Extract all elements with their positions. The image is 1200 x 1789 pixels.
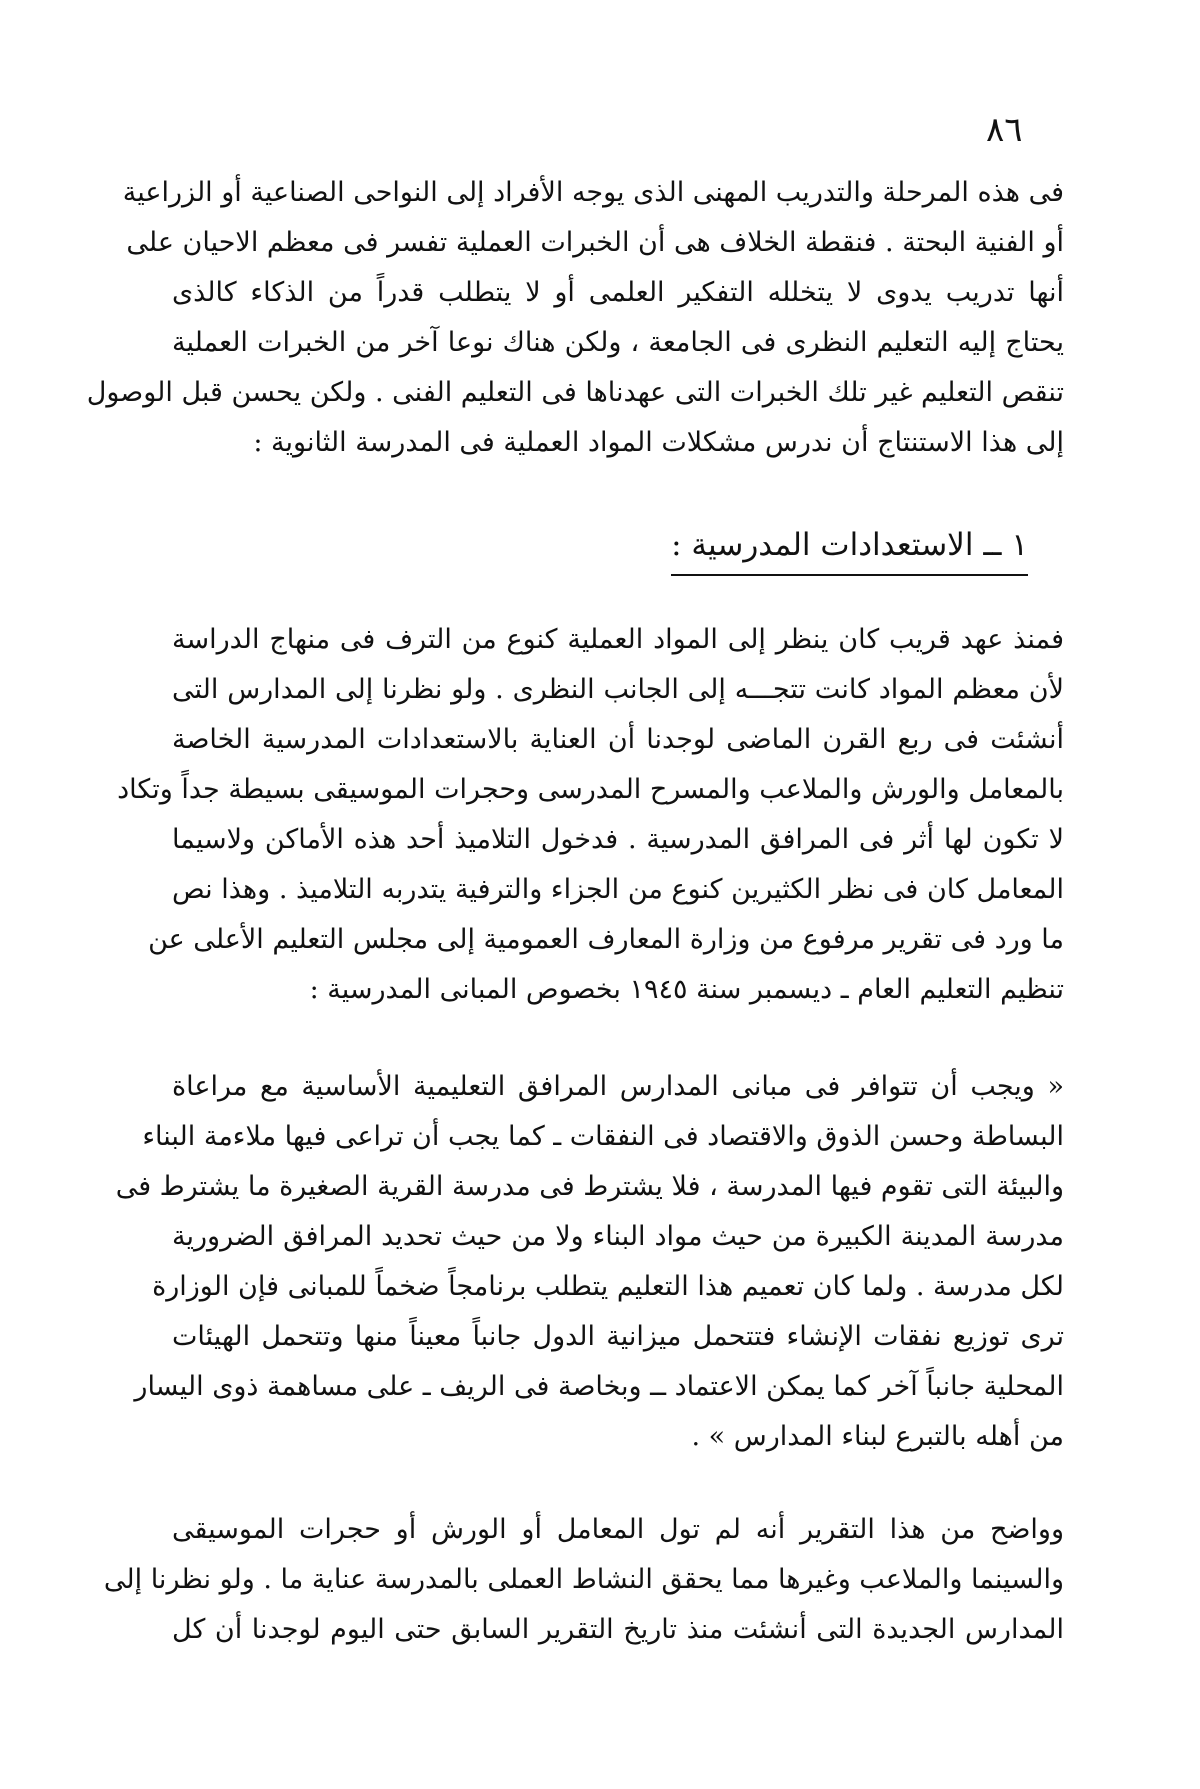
paragraph-conclusion	[103, 1505, 1064, 1655]
text-line: تنظيم التعليم العام ـ ديسمبر سنة ١٩٤٥ بخصوص المبانى المدرسية :	[309, 974, 1064, 1005]
text-line: أنشئت فى ربع القرن الماضى لوجدنا أن العناية بالاستعدادات المدرسية الخاصة	[172, 724, 1064, 755]
text-line: أنها تدريب يدوى لا يتخلله التفكير العلمى أو لا يتطلب قدراً من الذكاء كالذى	[172, 277, 1064, 308]
quote-line: من أهله بالتبرع لبناء المدارس » .	[691, 1421, 1064, 1452]
quote-line: لكل مدرسة . ولما كان تعميم هذا التعليم يتطلب برنامجاً ضخماً للمبانى فإن الوزارة	[152, 1271, 1064, 1302]
quote-line: مدرسة المدينة الكبيرة من حيث مواد البناء ولا من حيث تحديد المرافق الضرورية	[172, 1221, 1064, 1252]
text-line: لا تكون لها أثر فى المرافق المدرسية . فدخول التلاميذ أحد هذه الأماكن ولاسيما	[172, 824, 1064, 855]
quote-line: البساطة وحسن الذوق والاقتصاد فى النفقات ـ كما يجب أن تراعى فيها ملاءمة البناء	[142, 1121, 1064, 1152]
text-line: المدارس الجديدة التى أنشئت منذ تاريخ التقرير السابق حتى اليوم لوجدنا أن كل	[172, 1614, 1064, 1645]
quote-line: « ويجب أن تتوافر فى مبانى المدارس المرافق التعليمية الأساسية مع مراعاة	[172, 1071, 1064, 1102]
text-line: ما ورد فى تقرير مرفوع من وزارة المعارف العمومية إلى مجلس التعليم الأعلى عن	[148, 924, 1064, 955]
text-line: وواضح من هذا التقرير أنه لم تول المعامل أو الورش أو حجرات الموسيقى	[172, 1514, 1064, 1545]
block-quote	[115, 1062, 1064, 1462]
quote-line: المحلية جانباً آخر كما يمكن الاعتماد ــ وبخاصة فى الريف ـ على مساهمة ذوى اليسار	[134, 1371, 1064, 1402]
text-line: فى هذه المرحلة والتدريب المهنى الذى يوجه الأفراد إلى النواحى الصناعية أو الزراعية	[122, 177, 1064, 208]
paragraph-intro	[86, 168, 1064, 468]
text-line: إلى هذا الاستنتاج أن ندرس مشكلات المواد العملية فى المدرسة الثانوية :	[253, 427, 1064, 458]
text-line: تنقص التعليم غير تلك الخبرات التى عهدناها فى التعليم الفنى . ولكن يحسن قبل الوصول	[86, 377, 1064, 408]
section-heading-wrapper	[671, 522, 1028, 576]
text-line: والسينما والملاعب وغيرها مما يحقق النشاط العملى بالمدرسة عناية ما . ولو نظرنا إلى	[103, 1564, 1064, 1595]
quote-line: والبيئة التى تقوم فيها المدرسة ، فلا يشترط فى مدرسة القرية الصغيرة ما يشترط فى	[115, 1171, 1064, 1202]
quote-line: ترى توزيع نفقات الإنشاء فتتحمل ميزانية الدول جانباً معيناً منها وتتحمل الهيئات	[172, 1321, 1064, 1352]
text-line: يحتاج إليه التعليم النظرى فى الجامعة ، ولكن هناك نوعا آخر من الخبرات العملية	[172, 327, 1064, 358]
text-line: فمنذ عهد قريب كان ينظر إلى المواد العملية كنوع من الترف فى منهاج الدراسة	[172, 624, 1064, 655]
text-line: لأن معظم المواد كانت تتجـــه إلى الجانب النظرى . ولو نظرنا إلى المدارس التى	[172, 674, 1064, 705]
section-heading: ١ ــ الاستعدادات المدرسية :	[671, 522, 1028, 576]
page-number: ٨٦	[986, 110, 1023, 150]
text-line: أو الفنية البحتة . فنقطة الخلاف هى أن الخبرات العملية تفسر فى معظم الاحيان على	[126, 227, 1064, 258]
paragraph-facilities	[117, 615, 1064, 1015]
text-line: المعامل كان فى نظر الكثيرين كنوع من الجزاء والترفية يتدربه التلاميذ . وهذا نص	[172, 874, 1064, 905]
text-line: بالمعامل والورش والملاعب والمسرح المدرسى وحجرات الموسيقى بسيطة جداً وتكاد	[117, 774, 1064, 805]
